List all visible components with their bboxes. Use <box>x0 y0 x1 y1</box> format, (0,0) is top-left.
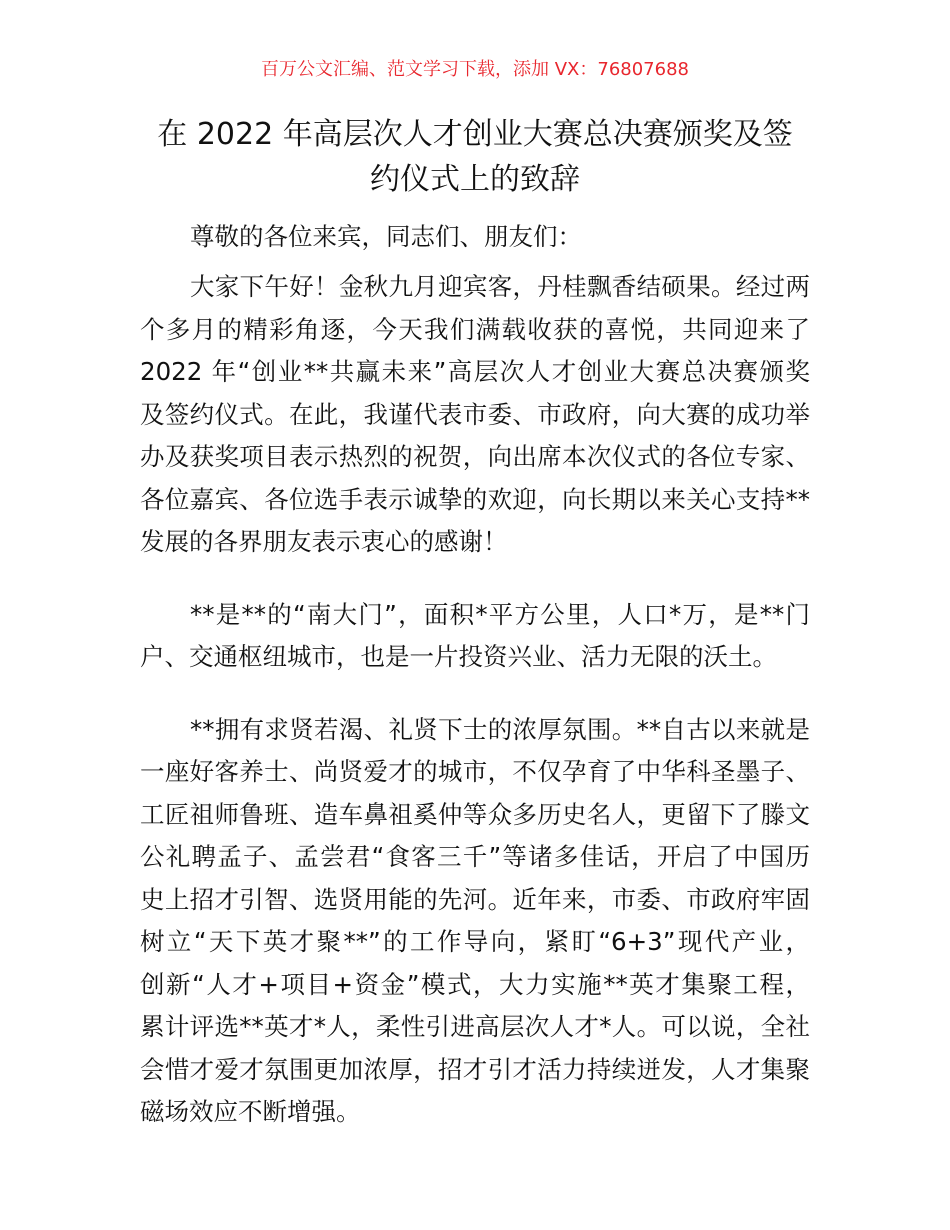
paragraph-line: 会惜才爱才氛围更加浓厚，招才引才活力持续迸发，人才集聚 <box>140 1054 810 1084</box>
paragraph-line: 2022 年“创业**共赢未来”高层次人才创业大赛总决赛颁奖 <box>140 357 810 386</box>
paragraph-line: 发展的各界朋友表示衷心的感谢！ <box>140 527 508 556</box>
paragraph-line: 各位嘉宾、各位选手表示诚挚的欢迎，向长期以来关心支持** <box>140 484 810 514</box>
paragraph <box>140 594 810 679</box>
paragraph-line: 史上招才引智、选贤用能的先河。近年来，市委、市政府牢固 <box>140 884 810 914</box>
watermark-header: 百万公文汇编、范文学习下载，添加 VX：76807688 <box>261 59 689 80</box>
title-line: 约仪式上的致辞 <box>370 162 580 197</box>
paragraph-line: 办及获奖项目表示热烈的祝贺，向出席本次仪式的各位专家、 <box>140 442 810 471</box>
document-title <box>120 112 830 202</box>
paragraph-line: 工匠祖师鲁班、造车鼻祖奚仲等众多历史名人，更留下了滕文 <box>140 799 810 829</box>
title-line: 在 2022 年高层次人才创业大赛总决赛颁奖及签 <box>157 117 793 152</box>
paragraph-line: 一座好客养士、尚贤爱才的城市，不仅孕育了中华科圣墨子、 <box>140 757 810 786</box>
paragraph-line: 个多月的精彩角逐，今天我们满载收获的喜悦，共同迎来了 <box>140 314 810 344</box>
paragraph-line: 大家下午好！金秋九月迎宾客，丹桂飘香结硕果。经过两 <box>190 272 810 301</box>
document-body <box>140 216 810 1134</box>
paragraph <box>140 709 810 1134</box>
greeting: 尊敬的各位来宾，同志们、朋友们： <box>190 222 582 251</box>
paragraph <box>140 266 810 564</box>
paragraph-line: 及签约仪式。在此，我谨代表市委、市政府，向大赛的成功举 <box>140 399 810 429</box>
paragraph-line: 创新“人才+项目+资金”模式，大力实施**英才集聚工程， <box>140 969 810 999</box>
paragraph-line: **是**的“南大门”，面积*平方公里，人口*万，是**门 <box>190 599 810 629</box>
paragraph-line: 磁场效应不断增强。 <box>140 1097 361 1126</box>
paragraph-line: 公礼聘孟子、孟尝君“食客三千”等诸多佳话，开启了中国历 <box>140 842 810 871</box>
paragraph-line: **拥有求贤若渴、礼贤下士的浓厚氛围。**自古以来就是 <box>190 714 810 744</box>
paragraph-line: 户、交通枢纽城市，也是一片投资兴业、活力无限的沃土。 <box>140 642 777 671</box>
paragraph-line: 树立“天下英才聚**”的工作导向，紧盯“6+3”现代产业， <box>140 927 810 956</box>
paragraph-line: 累计评选**英才*人，柔性引进高层次人才*人。可以说，全社 <box>140 1012 810 1041</box>
